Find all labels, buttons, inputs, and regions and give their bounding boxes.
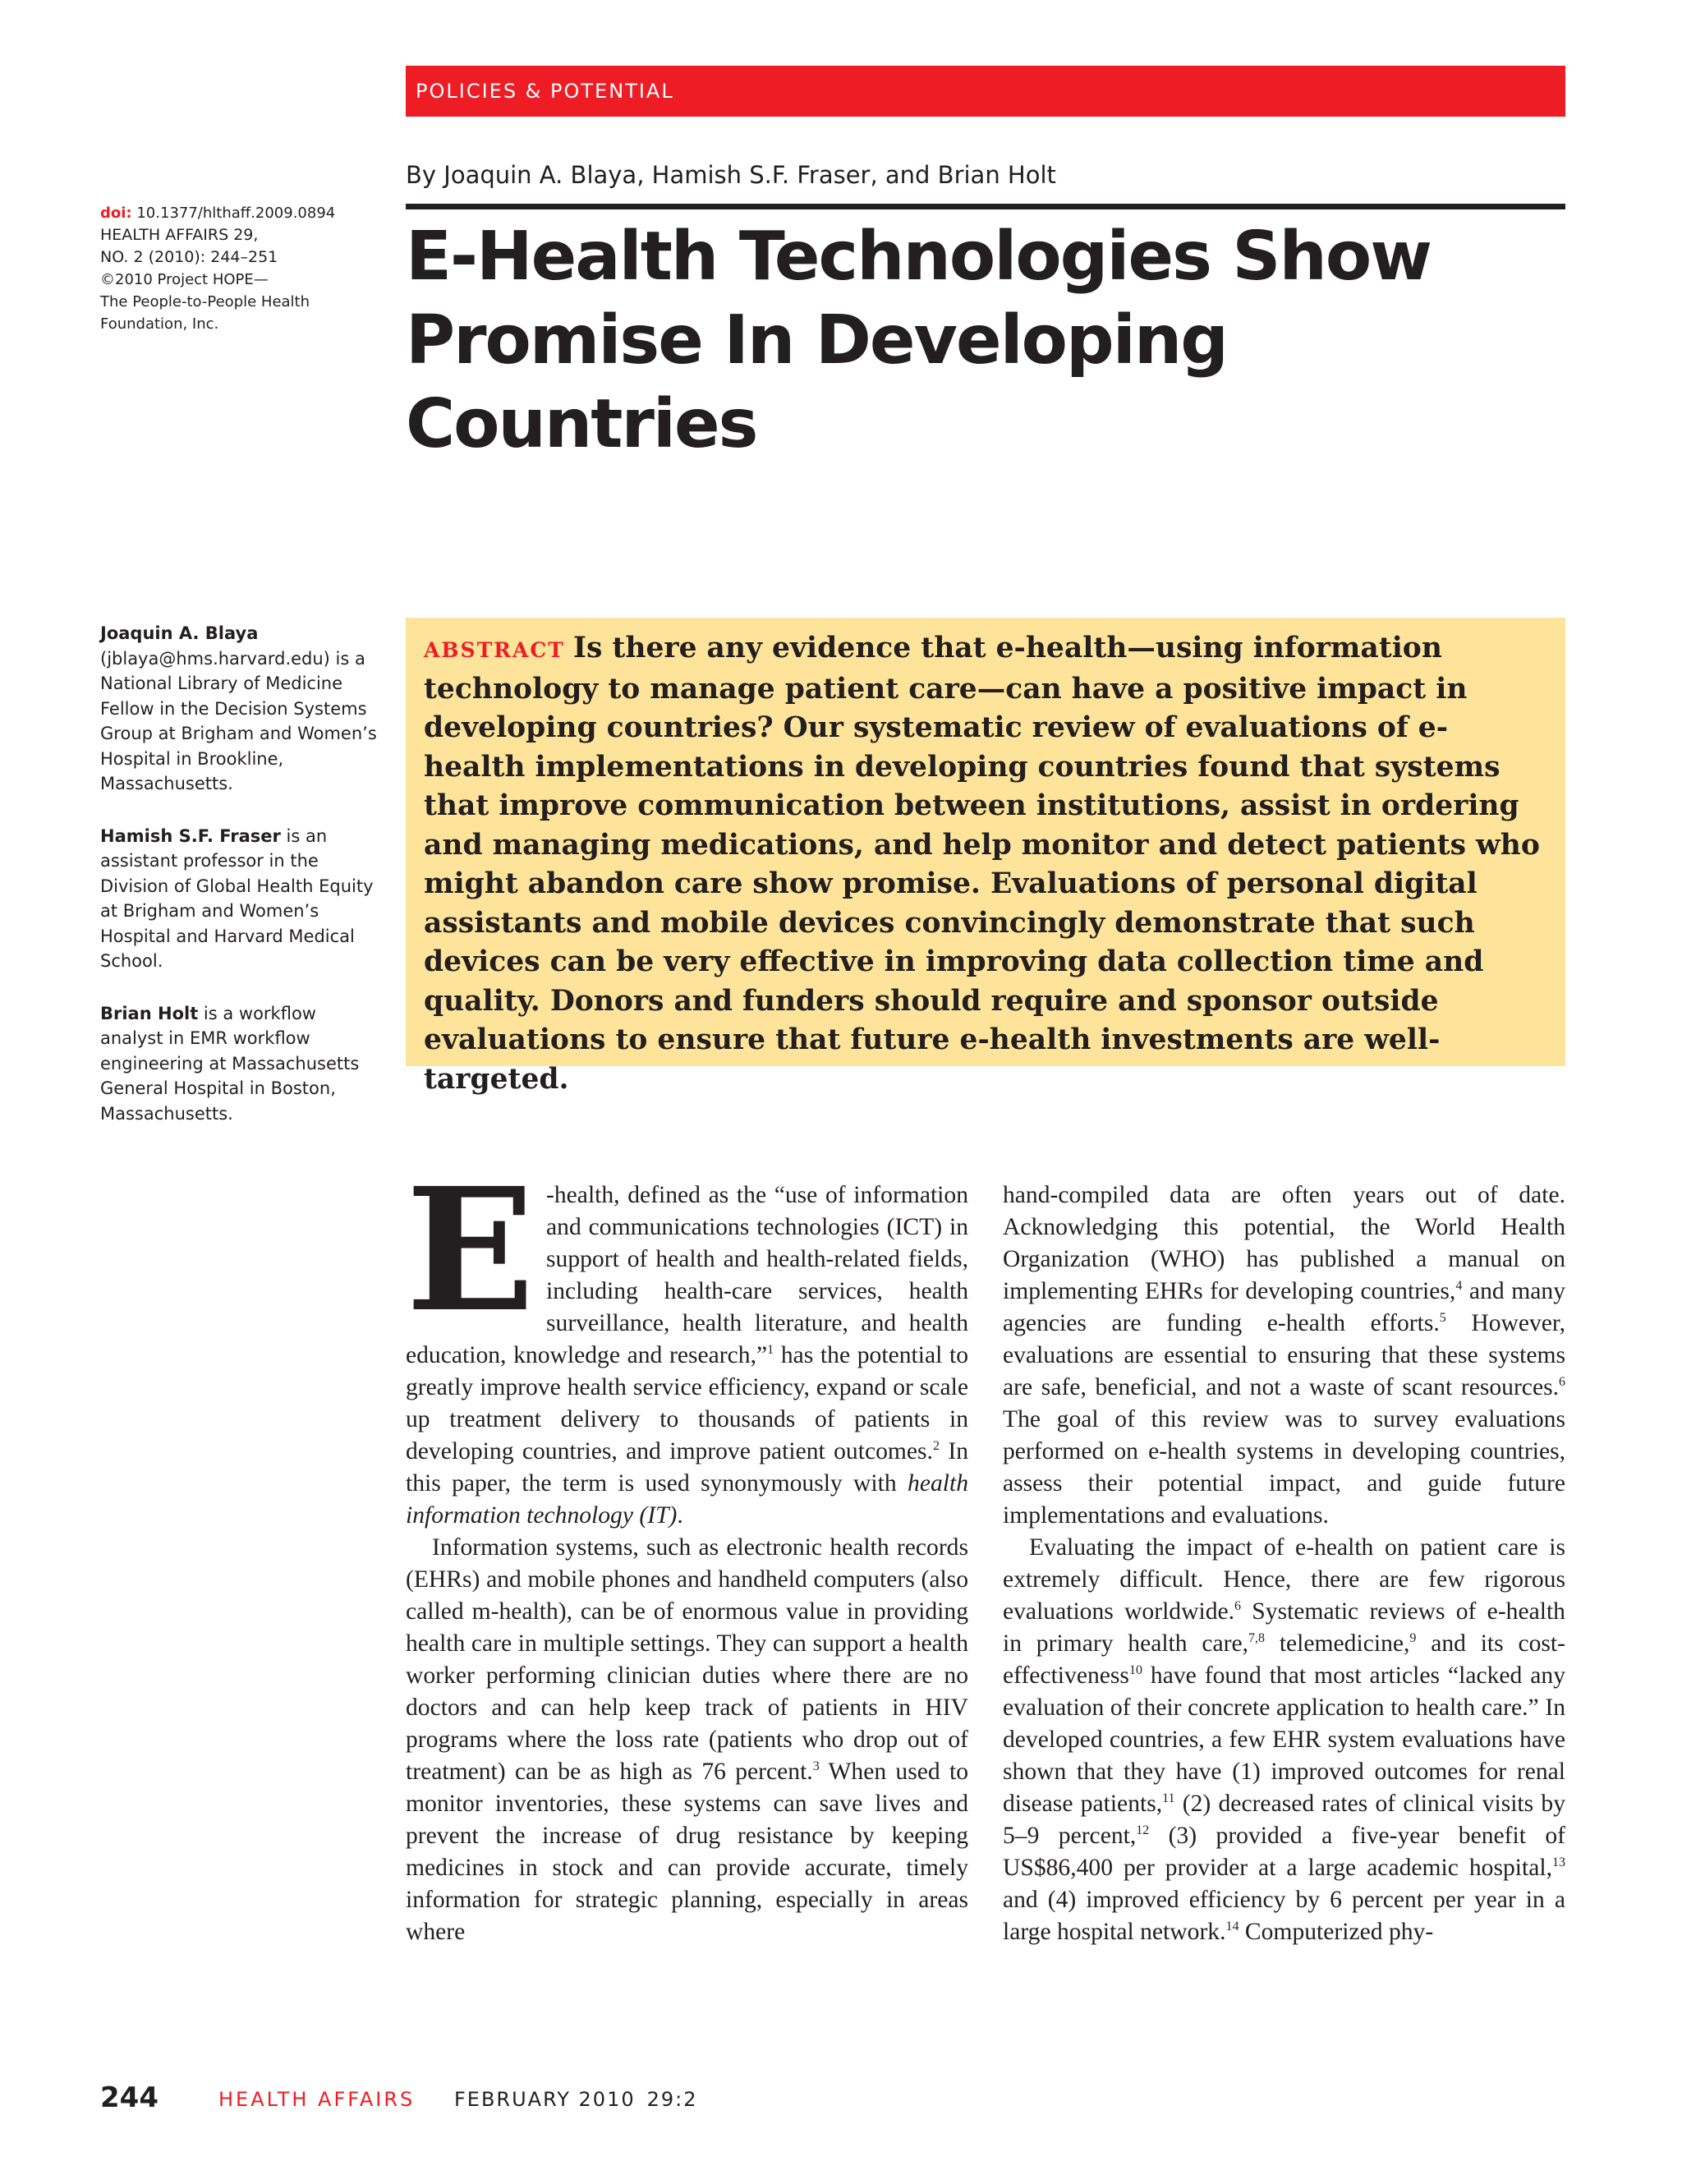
footnote-ref[interactable]: 1 — [767, 1343, 774, 1358]
body-text: -health, defined as the “use of information and communications technologies (ICT) in support of health and health-related fields, including health-care services, health surveillance, health literature, and health education, knowledge and research,” — [406, 1182, 968, 1368]
copyright-line-2: The People-to-People Health — [100, 293, 310, 310]
footnote-ref[interactable]: 4 — [1455, 1279, 1463, 1294]
body-text: and (4) improved efficiency by 6 percent per year in a large hospital network. — [1003, 1887, 1565, 1945]
author-name: Brian Holt — [100, 1003, 199, 1023]
article-title — [406, 215, 1565, 467]
body-text: In this paper, the term is used synonymously with — [406, 1438, 968, 1497]
body-text: (3) provided a five-year benefit of US$86,400 per provider at a large academic hospital, — [1003, 1823, 1565, 1881]
journal-line-1: HEALTH AFFAIRS 29, — [100, 226, 259, 244]
author-name: Hamish S.F. Fraser — [100, 825, 281, 846]
author-bio-text: is a workflow analyst in EMR workflow engineering at Massachusetts General Hospital in Boston, Massachusetts. — [100, 1003, 360, 1124]
citation-meta — [100, 202, 379, 335]
footnote-ref[interactable]: 13 — [1552, 1855, 1565, 1870]
footnote-ref[interactable]: 11 — [1162, 1791, 1175, 1806]
body-text: has the potential to greatly improve health service efficiency, expand or scale up treatment delivery to thousands of patients in developing countries, and improve patient outcomes. — [406, 1342, 969, 1464]
body-paragraph — [406, 1151, 969, 1532]
copyright-line-1: ©2010 Project HOPE— — [100, 271, 269, 288]
doi-label: doi: — [100, 205, 132, 222]
footnote-ref[interactable]: 6 — [1559, 1375, 1565, 1390]
copyright-line-3: Foundation, Inc. — [100, 315, 219, 333]
body-text: and many agencies are funding e-health efforts. — [1003, 1278, 1566, 1336]
body-text: have found that most articles “lacked any evaluation of their concrete application to health care.” In developed countries, a few EHR system evaluations have shown that they have (1) improved outcomes for renal disease patients, — [1003, 1662, 1565, 1817]
body-text: Systematic reviews of e-health in primary health care, — [1003, 1598, 1565, 1657]
footnote-ref[interactable]: 10 — [1128, 1663, 1142, 1678]
author-bio — [100, 824, 384, 974]
body-paragraph — [1003, 1532, 1565, 1948]
author-bio-text: is an assistant professor in the Division of Global Health Equity at Brigham and Women’s Hospital and Harvard Medical School. — [100, 825, 374, 971]
author-bios — [100, 621, 384, 1153]
footnote-ref[interactable]: 12 — [1136, 1823, 1150, 1838]
body-paragraph — [406, 1532, 968, 1948]
doi-value[interactable]: 10.1377/hlthaff.2009.0894 — [136, 205, 336, 222]
body-text: Evaluating the impact of e-health on patient care is extremely difficult. Hence, there are few rigorous evaluations worldwide. — [1003, 1534, 1565, 1625]
body-text: . — [677, 1502, 683, 1529]
footer-journal: HEALTH AFFAIRS — [218, 2088, 416, 2111]
body-text: telemedicine, — [1265, 1630, 1410, 1657]
author-bio — [100, 1001, 384, 1127]
journal-line-2: NO. 2 (2010): 244–251 — [100, 248, 278, 266]
author-name: Joaquin A. Blaya — [100, 623, 259, 643]
body-text: Information systems, such as electronic health records (EHRs) and mobile phones and handheld computers (also called m-health), can be of enormous value in providing health care in multiple settings. They can support a health worker performing clinician duties where there are no doctors and can help keep track of patients in HIV programs where the loss rate (patients who drop out of treatment) can be as high as 76 percent. — [406, 1534, 968, 1785]
title-line-2: Promise In Developing Countries — [406, 301, 1227, 463]
footer-month: FEBRUARY 2010 — [454, 2088, 636, 2111]
section-banner: POLICIES & POTENTIAL — [406, 66, 1565, 117]
byline: By Joaquin A. Blaya, Hamish S.F. Fraser, and Brian Holt — [406, 161, 1056, 189]
doi-line[interactable] — [100, 202, 379, 224]
body-text: The goal of this review was to survey evaluations performed on e-health systems in developing countries, assess their potential impact, and guide future implementations and evaluations. — [1003, 1406, 1565, 1529]
abstract-text: Is there any evidence that e-health—using information technology to manage patient care—can have a positive impact in developing countries? Our systematic review of evaluations of e-health implementations in developing countries found that systems that improve communication between institutions, assist in ordering and managing medications, and help monitor and detect patients who might abandon care show promise. Evaluations of personal digital assistants and mobile devices convincingly demonstrate that such devices can be very effective in improving data collection time and quality. Donors and funders should require and sponsor outside evaluations to ensure that future e-health investments are well-targeted. — [424, 632, 1540, 1096]
title-rule — [406, 204, 1565, 209]
body-column-left — [406, 1151, 969, 1948]
title-line-1: E-Health Technologies Show — [406, 218, 1431, 296]
abstract-label: ABSTRACT — [424, 638, 565, 662]
body-text: Computerized phy- — [1239, 1919, 1434, 1945]
page-number: 244 — [100, 2081, 159, 2114]
body-paragraph — [1003, 1179, 1565, 1532]
footnote-ref[interactable]: 5 — [1439, 1311, 1446, 1326]
body-text: (2) decreased rates of clinical visits by 5–9 percent, — [1003, 1791, 1565, 1849]
abstract-box — [406, 618, 1565, 1096]
footnote-ref[interactable]: 7,8 — [1248, 1631, 1266, 1646]
body-column-right — [1003, 1179, 1565, 1948]
footnote-ref[interactable]: 9 — [1409, 1631, 1417, 1646]
body-text: When used to monitor inventories, these systems can save lives and prevent the increase of drug resistance by keeping medicines in stock and can provide accurate, timely information for strategic planning, especially in areas where — [406, 1759, 968, 1945]
footer-volume: 29:2 — [646, 2088, 698, 2111]
footnote-ref[interactable]: 2 — [932, 1439, 940, 1454]
footnote-ref[interactable]: 3 — [812, 1759, 820, 1774]
footnote-ref[interactable]: 14 — [1225, 1920, 1239, 1934]
drop-cap: E — [406, 1151, 535, 1349]
footnote-ref[interactable]: 6 — [1234, 1599, 1242, 1614]
body-text: However, evaluations are essential to ensuring that these systems are safe, beneficial, and not a waste of scant resources. — [1003, 1310, 1565, 1400]
body-text: hand-compiled data are often years out of date. Acknowledging this potential, the World Health Organization (WHO) has published a manual on implementing EHRs for developing countries, — [1003, 1182, 1565, 1304]
author-bio-text: (jblaya@hms.harvard.edu) is a National Library of Medicine Fellow in the Decision Systems Group at Brigham and Women’s Hospital in Brookline, Massachusetts. — [100, 648, 377, 793]
footer-issue — [454, 2088, 698, 2111]
author-bio — [100, 621, 384, 797]
body-emphasis: health information technology (IT) — [406, 1470, 968, 1529]
body-text: and its cost-effectiveness — [1003, 1630, 1565, 1689]
